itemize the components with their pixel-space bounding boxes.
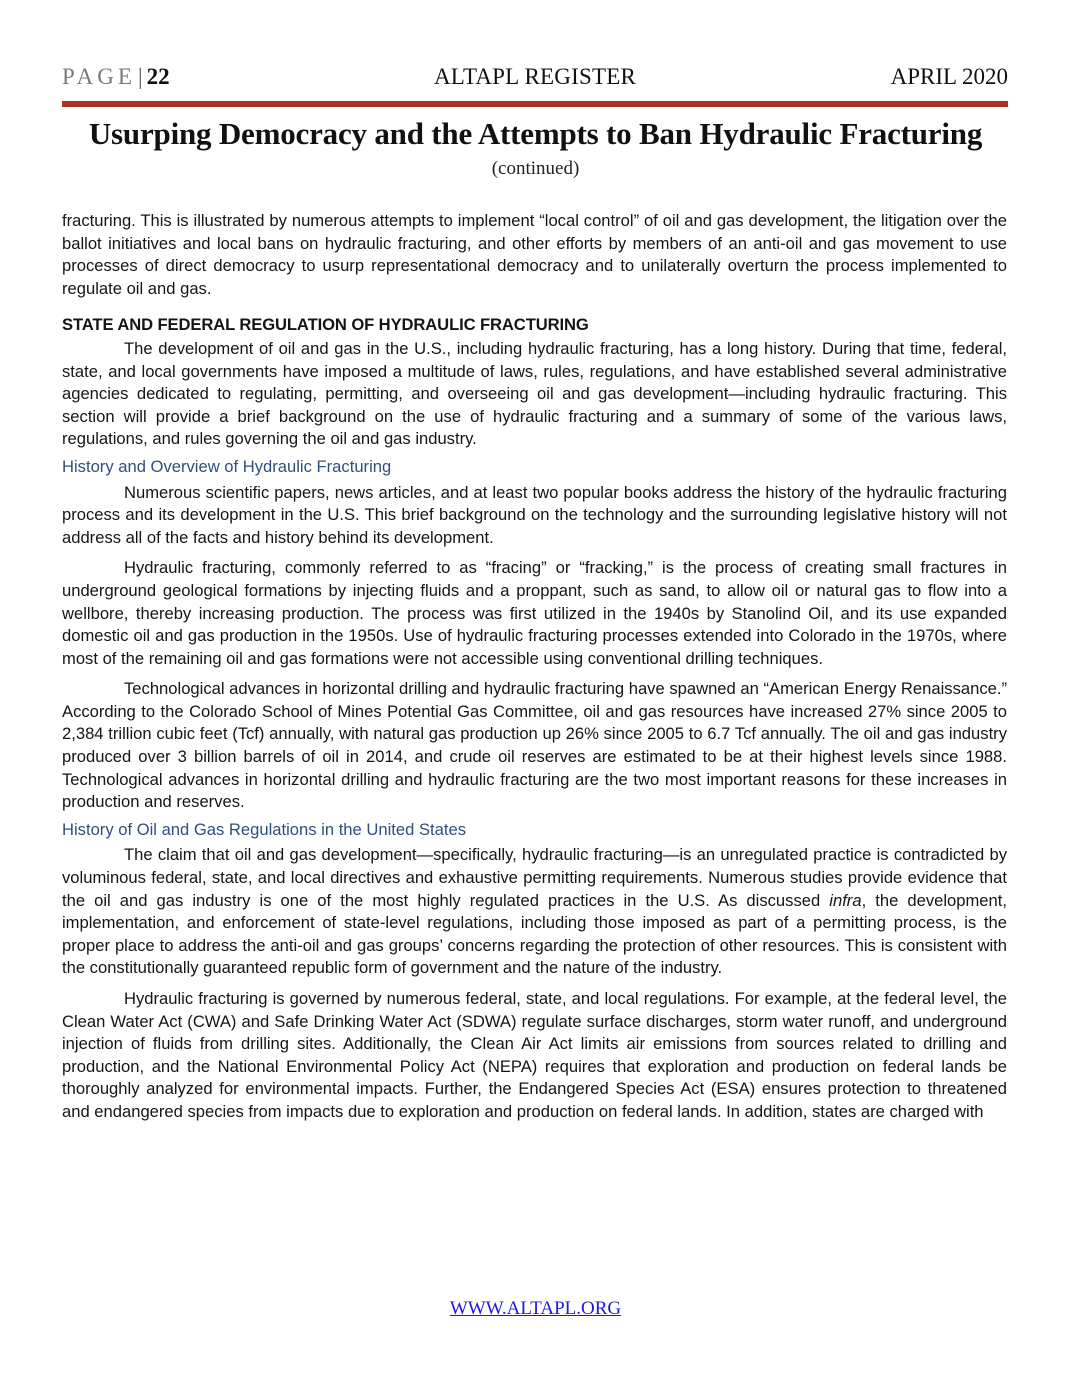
paragraph-text: The claim that oil and gas development—specifically, hydraulic fracturing—is an unregulated practice is contradicted by voluminous federal, state, and local directives and exhaustive permitting requirements. Numerous studies provide evidence that the oil and gas industry is one of the most highly regulated practices in the U.S. As discussed xyxy=(62,845,1007,910)
article-title: Usurping Democracy and the Attempts to Ban Hydraulic Fracturing xyxy=(88,116,983,151)
article-body xyxy=(62,210,1007,1124)
section-heading: STATE AND FEDERAL REGULATION OF HYDRAULIC FRACTURING xyxy=(62,315,589,335)
page-label: PAGE xyxy=(62,64,136,89)
paragraph: Hydraulic fracturing, commonly referred to as “fracing” or “fracking,” is the process of creating small fractures in underground geological formations by injecting fluids and a proppant, such as sand, to allow oil or natural gas to flow into a wellbore, thereby increasing production. The process was first utilized in the 1940s by Stanolind Oil, and its use expanded domestic oil and gas production in the 1950s. Use of hydraulic fracturing processes extended into Colorado in the 1970s, where most of the remaining oil and gas formations were not accessible using conventional drilling techniques. xyxy=(62,558,1007,668)
issue-date: APRIL 2020 xyxy=(890,64,1008,89)
paragraph: Technological advances in horizontal drilling and hydraulic fracturing have spawned an “American Energy Renaissance.” According to the Colorado School of Mines Potential Gas Committee, oil and gas resources have increased 27% since 2005 to 2,384 trillion cubic feet (Tcf) annually, with natural gas production up 26% since 2005 to 6.7 Tcf annually. The oil and gas industry produced over 3 billion barrels of oil in 2014, and crude oil reserves are estimated to be at their highest levels since 1988. Technological advances in horizontal drilling and hydraulic fracturing are the two most important reasons for these increases in production and reserves. xyxy=(62,679,1007,812)
section-paragraph: The development of oil and gas in the U.S., including hydraulic fracturing, has a long history. During that time, federal, state, and local governments have imposed a multitude of laws, rules, regulations, and have established several administrative agencies dedicated to regulating, permitting, and overseeing oil and gas development—including hydraulic fracturing. This section will provide a brief background on the use of hydraulic fracturing and a summary of some of the various laws, regulations, and rules governing the oil and gas industry. xyxy=(62,338,1007,449)
subsection-heading-history-overview: History and Overview of Hydraulic Fracturing xyxy=(62,456,392,476)
paragraph-text: , the development, implementation, and enforcement of state-level regulations, including those imposed as part of a permitting process, is the proper place to address the anti-oil and gas groups’ concerns regarding the protection of other resources. This is consistent with the constitutionally guaranteed republic form of government and the nature of the industry. xyxy=(62,890,1007,978)
header-divider xyxy=(62,101,1008,107)
italic-term: infra xyxy=(829,890,862,910)
paragraph: Hydraulic fracturing is governed by numerous federal, state, and local regulations. For example, at the federal level, the Clean Water Act (CWA) and Safe Drinking Water Act (SDWA) regulate surface discharges, storm water runoff, and underground injection of fluids from drilling sites. Additionally, the Clean Air Act limits air emissions from sources related to drilling and production, and the National Environmental Policy Act (NEPA) requires that exploration and production on federal lands be thoroughly analyzed for environmental impacts. Further, the Endangered Species Act (ESA) ensures protection to threatened and endangered species from impacts due to exploration and production on federal lands. In addition, states are charged with xyxy=(62,989,1007,1121)
page-footer xyxy=(0,1298,1071,1320)
publication-name: ALTAPL REGISTER xyxy=(434,64,636,89)
paragraph xyxy=(62,844,1007,980)
intro-paragraph: fracturing. This is illustrated by numerous attempts to implement “local control” of oil and gas development, the litigation over the ballot initiatives and local bans on hydraulic fracturing, and other efforts by members of an anti-oil and gas movement to use processes of direct democracy to usurp representational democracy and to unilaterally overturn the process implemented to regulate oil and gas. xyxy=(62,211,1007,298)
website-link[interactable]: WWW.ALTAPL.ORG xyxy=(449,1298,622,1319)
page-separator: | xyxy=(137,64,143,89)
page-header xyxy=(62,64,1008,94)
article-subtitle: (continued) xyxy=(491,158,580,179)
paragraph: Numerous scientific papers, news articles, and at least two popular books address the history of the hydraulic fracturing process and its development in the U.S. This brief background on the technology and the surrounding legislative history will not address all of the facts and history behind its development. xyxy=(62,482,1007,547)
page-number: 22 xyxy=(146,64,170,89)
subsection-heading-regulations-history: History of Oil and Gas Regulations in the United States xyxy=(62,819,466,839)
